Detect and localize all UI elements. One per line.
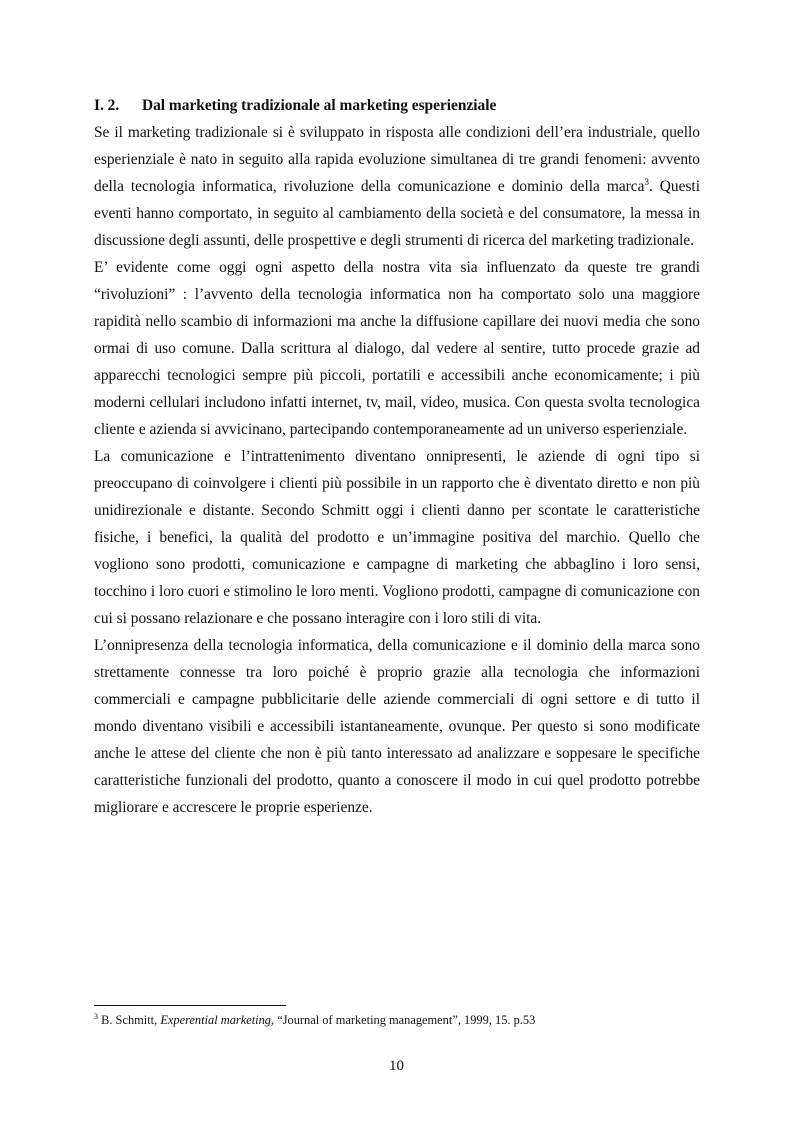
footnote-citation: , “Journal of marketing management”, 1999, 15. p.53 <box>271 1013 536 1027</box>
footnote-marker: 3 <box>94 1011 98 1021</box>
paragraph-1-text-a: Se il marketing tradizionale si è sviluppato in risposta alle condizioni dell’era industriale, quello esperienziale è nato in seguito alla rapida evoluzione simultanea di tre grandi fenomeni: avvento della tecnologia informatica, rivoluzione della comunicazione e dominio della marca <box>94 124 700 195</box>
footnote-work-title: Experential marketing <box>160 1013 271 1027</box>
paragraph-1-text-b: . Questi eventi hanno comportato, in seguito al cambiamento della società e del consumatore, la messa in discussione degli assunti, delle prospettive e degli strumenti di ricerca del marketing tradizionale. <box>94 178 700 249</box>
section-heading <box>94 92 700 119</box>
page-number: 10 <box>389 1058 404 1074</box>
paragraph-1 <box>94 119 700 254</box>
footnote <box>94 1012 700 1028</box>
paragraph-3: La comunicazione e l’intrattenimento diventano onnipresenti, le aziende di ogni tipo si preoccupano di coinvolgere i clienti più possibile in un rapporto che è diventato diretto e non più unidirezionale e distante. Secondo Schmitt oggi i clienti danno per scontate le caratteristiche fisiche, i benefici, la qualità del prodotto e un’immagine positiva del marchio. Quello che vogliono sono prodotti, comunicazione e campagne di marketing che abbaglino i loro sensi, tocchino i loro cuori e stimolino le loro menti. Vogliono prodotti, campagne di comunicazione con cui si possano relazionare e che possano interagire con i loro stili di vita. <box>94 448 700 627</box>
footnote-reference[interactable]: 3 <box>644 176 649 187</box>
footnote-author: B. Schmitt, <box>98 1013 161 1027</box>
body-text <box>94 92 700 821</box>
paragraph-2: E’ evidente come oggi ogni aspetto della nostra vita sia influenzato da queste tre grandi “rivoluzioni” : l’avvento della tecnologia informatica non ha comportato solo una maggiore rapidità nello scambio di informazioni ma anche la diffusione capillare dei nuovi media che sono ormai di uso comune. Dalla scrittura al dialogo, dal vedere al sentire, tutto procede grazie ad apparecchi tecnologici sempre più piccoli, portatili e accessibili anche economicamente; i più moderni cellulari includono infatti internet, tv, mail, video, musica. Con questa svolta tecnologica cliente e azienda si avvicinano, partecipando contemporaneamente ad un universo esperienziale. <box>94 259 700 438</box>
section-number: I. 2. <box>94 97 120 114</box>
paragraph-4: L’onnipresenza della tecnologia informatica, della comunicazione e il dominio della marca sono strettamente connesse tra loro poiché è proprio grazie alla tecnologia che informazioni commerciali e campagne pubblicitarie delle aziende commerciali di ogni settore e di tutto il mondo diventano visibili e accessibili istantaneamente, ovunque. Per questo si sono modificate anche le attese del cliente che non è più tanto interessato ad analizzare e soppesare le specifiche caratteristiche funzionali del prodotto, quanto a conoscere il modo in cui quel prodotto potrebbe migliorare e accrescere le proprie esperienze. <box>94 637 700 816</box>
footnote-divider <box>94 1005 286 1006</box>
section-title: Dal marketing tradizionale al marketing esperienziale <box>142 97 497 114</box>
